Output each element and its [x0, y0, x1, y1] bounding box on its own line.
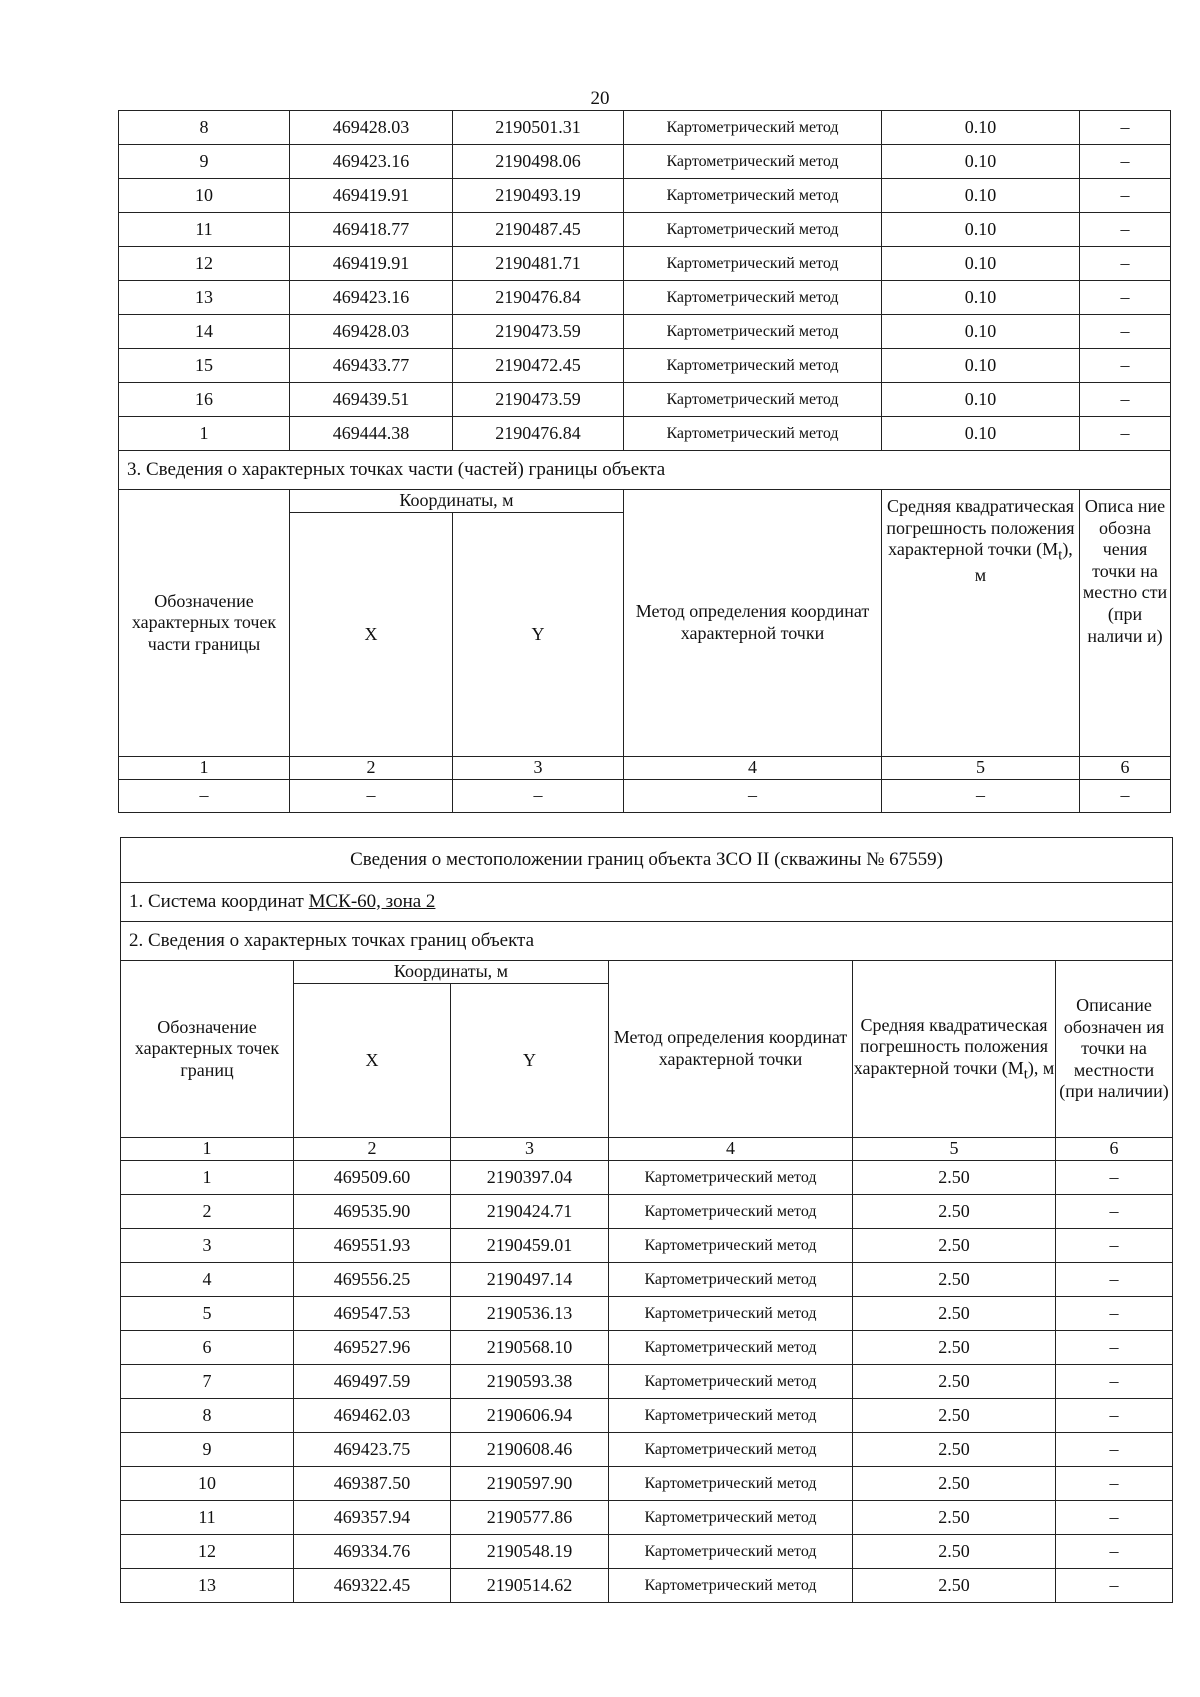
error-value: 2.50 — [853, 1569, 1056, 1603]
coord-y: 2190608.46 — [451, 1433, 609, 1467]
coord-x: 469535.90 — [294, 1195, 451, 1229]
error-value: 0.10 — [882, 213, 1080, 247]
coord-y: 2190476.84 — [453, 417, 624, 451]
coord-system — [121, 883, 1173, 922]
method: Картометрический метод — [624, 281, 882, 315]
method: Картометрический метод — [624, 315, 882, 349]
point-number: 8 — [121, 1399, 294, 1433]
description: – — [1056, 1569, 1173, 1603]
page-number: 20 — [590, 88, 610, 109]
table-row — [119, 111, 1171, 145]
coord-y: 2190577.86 — [451, 1501, 609, 1535]
point-number: 16 — [119, 383, 290, 417]
table2-title-row — [121, 838, 1173, 883]
header-error-tail: ), м — [1027, 1057, 1055, 1078]
description: – — [1056, 1501, 1173, 1535]
method: Картометрический метод — [624, 349, 882, 383]
header-error — [853, 961, 1056, 1138]
description: – — [1056, 1433, 1173, 1467]
coord-y: 2190487.45 — [453, 213, 624, 247]
error-value: 2.50 — [853, 1535, 1056, 1569]
table-row — [121, 1365, 1173, 1399]
coord-y: 2190606.94 — [451, 1399, 609, 1433]
description: – — [1080, 315, 1171, 349]
empty-cell: – — [624, 780, 882, 813]
point-number: 13 — [119, 281, 290, 315]
error-value: 2.50 — [853, 1161, 1056, 1195]
coord-y: 2190481.71 — [453, 247, 624, 281]
table2-col-numbers — [121, 1138, 1173, 1161]
error-value: 0.10 — [882, 315, 1080, 349]
point-number: 7 — [121, 1365, 294, 1399]
point-number: 11 — [121, 1501, 294, 1535]
point-number: 11 — [119, 213, 290, 247]
coord-x: 469423.16 — [290, 281, 453, 315]
table-row — [121, 1501, 1173, 1535]
table-row — [121, 1195, 1173, 1229]
table1-empty-row — [119, 780, 1171, 813]
coord-x: 469556.25 — [294, 1263, 451, 1297]
empty-cell: – — [290, 780, 453, 813]
method: Картометрический метод — [609, 1467, 853, 1501]
empty-cell: – — [1080, 780, 1171, 813]
error-value: 0.10 — [882, 281, 1080, 315]
table-row — [121, 1263, 1173, 1297]
table-row — [121, 1161, 1173, 1195]
coord-x: 469419.91 — [290, 247, 453, 281]
coord-x: 469551.93 — [294, 1229, 451, 1263]
coord-x: 469509.60 — [294, 1161, 451, 1195]
error-value: 2.50 — [853, 1229, 1056, 1263]
description: – — [1056, 1399, 1173, 1433]
point-number: 12 — [119, 247, 290, 281]
description: – — [1056, 1467, 1173, 1501]
method: Картометрический метод — [609, 1433, 853, 1467]
method: Картометрический метод — [624, 111, 882, 145]
coord-x: 469322.45 — [294, 1569, 451, 1603]
table-row — [119, 247, 1171, 281]
error-value: 2.50 — [853, 1195, 1056, 1229]
description: – — [1080, 179, 1171, 213]
section3-row — [119, 451, 1171, 490]
table-row — [119, 349, 1171, 383]
coord-y: 2190514.62 — [451, 1569, 609, 1603]
description: – — [1080, 281, 1171, 315]
point-number: 13 — [121, 1569, 294, 1603]
error-value: 0.10 — [882, 247, 1080, 281]
coord-y: 2190593.38 — [451, 1365, 609, 1399]
description: – — [1056, 1161, 1173, 1195]
coord-y: 2190536.13 — [451, 1297, 609, 1331]
point-number: 15 — [119, 349, 290, 383]
coord-system-value: МСК-60, зона 2 — [308, 890, 436, 912]
coord-y: 2190397.04 — [451, 1161, 609, 1195]
col-number: 3 — [451, 1138, 609, 1161]
section3-title: 3. Сведения о характерных точках части (частей) границы объекта — [119, 451, 1171, 490]
method: Картометрический метод — [609, 1161, 853, 1195]
description: – — [1080, 383, 1171, 417]
section2-title: 2. Сведения о характерных точках границ объекта — [121, 922, 1173, 961]
error-value: 0.10 — [882, 383, 1080, 417]
table2-header-row — [121, 961, 1173, 984]
method: Картометрический метод — [624, 383, 882, 417]
method: Картометрический метод — [624, 213, 882, 247]
table-row — [121, 1331, 1173, 1365]
point-number: 10 — [119, 179, 290, 213]
error-value: 0.10 — [882, 179, 1080, 213]
coord-y: 2190548.19 — [451, 1535, 609, 1569]
coord-y: 2190498.06 — [453, 145, 624, 179]
point-number: 9 — [121, 1433, 294, 1467]
boundary-points-table-continued — [118, 110, 1171, 813]
coord-x: 469547.53 — [294, 1297, 451, 1331]
table-row — [121, 1297, 1173, 1331]
coord-x: 469418.77 — [290, 213, 453, 247]
header-error — [882, 490, 1080, 757]
point-number: 3 — [121, 1229, 294, 1263]
method: Картометрический метод — [624, 145, 882, 179]
table-row — [119, 281, 1171, 315]
coord-y: 2190497.14 — [451, 1263, 609, 1297]
coord-y: 2190424.71 — [451, 1195, 609, 1229]
empty-cell: – — [882, 780, 1080, 813]
col-number: 1 — [119, 757, 290, 780]
coord-system-label: 1. Система координат — [129, 890, 309, 912]
method: Картометрический метод — [609, 1569, 853, 1603]
point-number: 10 — [121, 1467, 294, 1501]
description: – — [1056, 1331, 1173, 1365]
coord-y: 2190476.84 — [453, 281, 624, 315]
coord-x: 469334.76 — [294, 1535, 451, 1569]
point-number: 1 — [121, 1161, 294, 1195]
method: Картометрический метод — [609, 1297, 853, 1331]
header-desc: Описание обозначен ия точки на местности (при наличии) — [1056, 961, 1173, 1138]
header-error-text: Средняя квадратическая погрешность положения характерной точки (M — [853, 1014, 1049, 1078]
table-row — [121, 1433, 1173, 1467]
header-coords: Координаты, м — [294, 961, 609, 984]
coord-x: 469527.96 — [294, 1331, 451, 1365]
description: – — [1080, 247, 1171, 281]
coord-x: 469428.03 — [290, 111, 453, 145]
coord-x: 469423.75 — [294, 1433, 451, 1467]
coord-x: 469433.77 — [290, 349, 453, 383]
description: – — [1080, 145, 1171, 179]
coord-y: 2190473.59 — [453, 383, 624, 417]
table-row — [121, 1399, 1173, 1433]
description: – — [1080, 213, 1171, 247]
method: Картометрический метод — [624, 179, 882, 213]
point-number: 4 — [121, 1263, 294, 1297]
col-number: 2 — [294, 1138, 451, 1161]
point-number: 12 — [121, 1535, 294, 1569]
method: Картометрический метод — [624, 417, 882, 451]
method: Картометрический метод — [609, 1195, 853, 1229]
table-row — [121, 1467, 1173, 1501]
header-error-text: Средняя квадратическая погрешность положения характерной точки (M — [886, 496, 1075, 560]
table1-body — [119, 111, 1171, 451]
header-y: Y — [453, 512, 624, 756]
coord-x: 469357.94 — [294, 1501, 451, 1535]
table2-title: Сведения о местоположении границ объекта ЗСО II (скважины № 67559) — [121, 838, 1173, 883]
header-error-sub: t — [1023, 1066, 1028, 1083]
header-designation: Обозначение характерных точек границ — [121, 961, 294, 1138]
coord-y: 2190493.19 — [453, 179, 624, 213]
description: – — [1056, 1297, 1173, 1331]
point-number: 14 — [119, 315, 290, 349]
point-number: 2 — [121, 1195, 294, 1229]
coord-y: 2190459.01 — [451, 1229, 609, 1263]
coord-x: 469497.59 — [294, 1365, 451, 1399]
description: – — [1056, 1535, 1173, 1569]
error-value: 2.50 — [853, 1263, 1056, 1297]
header-designation: Обозначение характерных точек части границы — [119, 490, 290, 757]
col-number: 5 — [853, 1138, 1056, 1161]
method: Картометрический метод — [609, 1263, 853, 1297]
method: Картометрический метод — [609, 1399, 853, 1433]
header-method: Метод определения координат характерной точки — [609, 961, 853, 1138]
method: Картометрический метод — [609, 1501, 853, 1535]
description: – — [1080, 349, 1171, 383]
col-number: 4 — [624, 757, 882, 780]
error-value: 0.10 — [882, 145, 1080, 179]
point-number: 9 — [119, 145, 290, 179]
col-number: 2 — [290, 757, 453, 780]
coord-y: 2190472.45 — [453, 349, 624, 383]
coord-x: 469444.38 — [290, 417, 453, 451]
error-value: 2.50 — [853, 1433, 1056, 1467]
table2-body — [121, 1161, 1173, 1603]
empty-cell: – — [453, 780, 624, 813]
table-row — [121, 1535, 1173, 1569]
table-row — [119, 213, 1171, 247]
description: – — [1080, 417, 1171, 451]
empty-cell: – — [119, 780, 290, 813]
error-value: 2.50 — [853, 1399, 1056, 1433]
description: – — [1056, 1229, 1173, 1263]
header-x: X — [290, 512, 453, 756]
section2-row — [121, 922, 1173, 961]
error-value: 2.50 — [853, 1297, 1056, 1331]
method: Картометрический метод — [609, 1331, 853, 1365]
coord-x: 469419.91 — [290, 179, 453, 213]
point-number: 6 — [121, 1331, 294, 1365]
col-number: 5 — [882, 757, 1080, 780]
method: Картометрический метод — [609, 1365, 853, 1399]
coord-y: 2190568.10 — [451, 1331, 609, 1365]
error-value: 2.50 — [853, 1501, 1056, 1535]
table-row — [119, 145, 1171, 179]
table-row — [119, 315, 1171, 349]
table1-header-row — [119, 490, 1171, 513]
error-value: 2.50 — [853, 1331, 1056, 1365]
coord-y: 2190473.59 — [453, 315, 624, 349]
col-number: 3 — [453, 757, 624, 780]
coord-x: 469439.51 — [290, 383, 453, 417]
error-value: 2.50 — [853, 1365, 1056, 1399]
error-value: 0.10 — [882, 417, 1080, 451]
table-row — [121, 1569, 1173, 1603]
table-row — [119, 383, 1171, 417]
description: – — [1056, 1195, 1173, 1229]
table-row — [119, 179, 1171, 213]
table-row — [121, 1229, 1173, 1263]
table1-col-numbers — [119, 757, 1171, 780]
col-number: 4 — [609, 1138, 853, 1161]
header-error-tail: ), м — [974, 539, 1073, 585]
coord-x: 469462.03 — [294, 1399, 451, 1433]
coord-x: 469423.16 — [290, 145, 453, 179]
header-error-sub: t — [1058, 547, 1063, 564]
col-number: 6 — [1080, 757, 1171, 780]
table-row — [119, 417, 1171, 451]
header-desc: Описа ние обозна чения точки на местно сти (при наличи и) — [1080, 490, 1171, 757]
method: Картометрический метод — [609, 1535, 853, 1569]
error-value: 0.10 — [882, 111, 1080, 145]
header-method: Метод определения координат характерной точки — [624, 490, 882, 757]
point-number: 1 — [119, 417, 290, 451]
method: Картометрический метод — [624, 247, 882, 281]
error-value: 0.10 — [882, 349, 1080, 383]
description: – — [1056, 1263, 1173, 1297]
method: Картометрический метод — [609, 1229, 853, 1263]
description: – — [1056, 1365, 1173, 1399]
coord-x: 469387.50 — [294, 1467, 451, 1501]
header-coords: Координаты, м — [290, 490, 624, 513]
point-number: 8 — [119, 111, 290, 145]
coord-system-row — [121, 883, 1173, 922]
header-x: X — [294, 984, 451, 1138]
point-number: 5 — [121, 1297, 294, 1331]
coord-y: 2190501.31 — [453, 111, 624, 145]
header-y: Y — [451, 984, 609, 1138]
col-number: 6 — [1056, 1138, 1173, 1161]
col-number: 1 — [121, 1138, 294, 1161]
description: – — [1080, 111, 1171, 145]
coord-x: 469428.03 — [290, 315, 453, 349]
coord-y: 2190597.90 — [451, 1467, 609, 1501]
error-value: 2.50 — [853, 1467, 1056, 1501]
zso-boundary-table — [120, 837, 1173, 1603]
